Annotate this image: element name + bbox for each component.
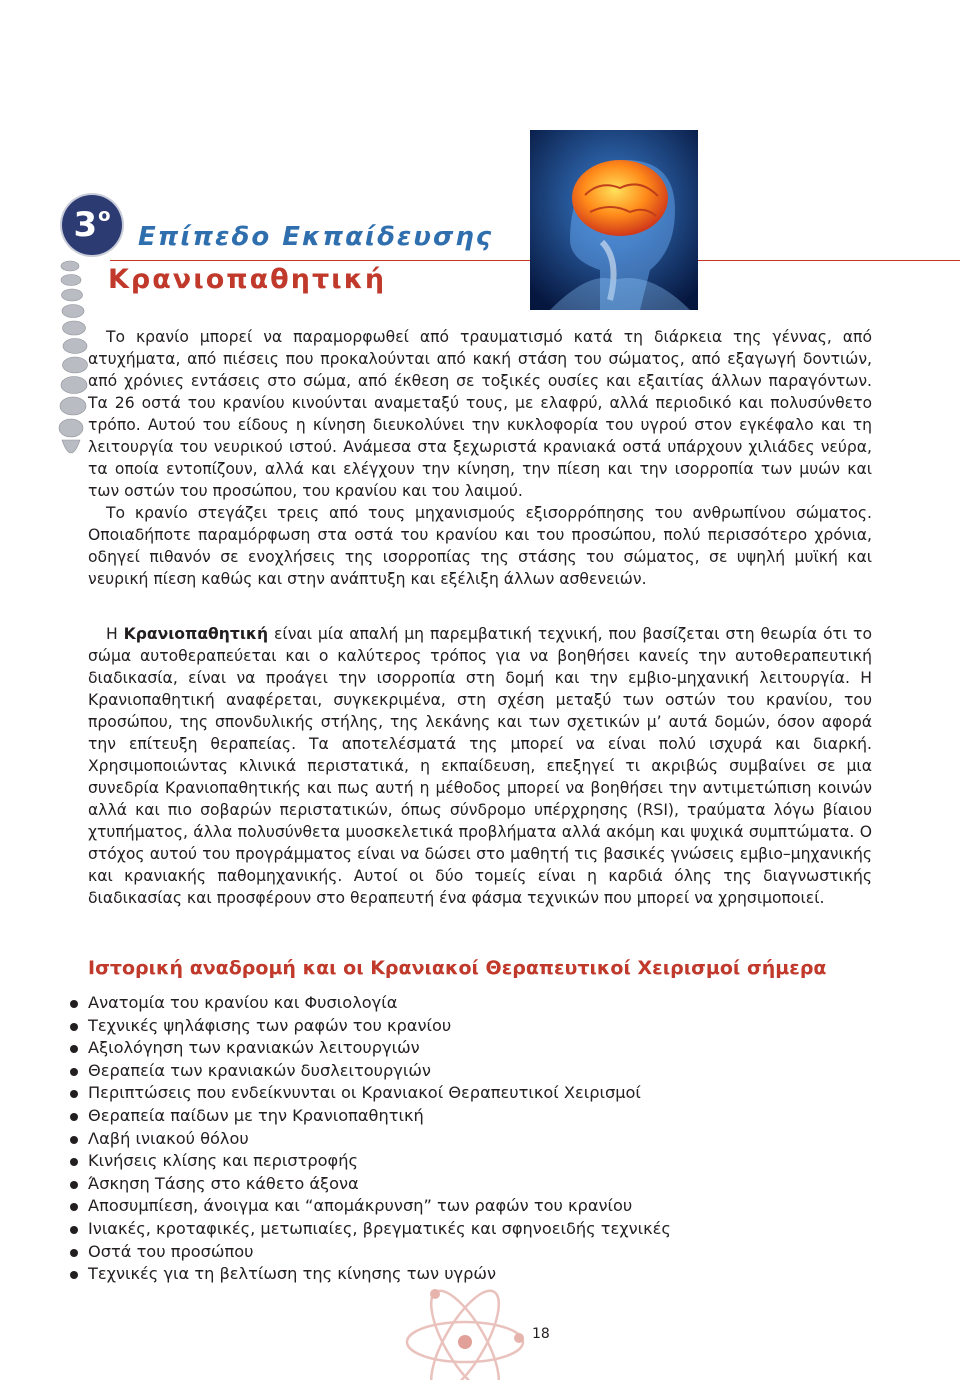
body-rest: είναι μία απαλή μη παρεμβατική τεχνική, που βασίζεται στη θεωρία ότι το σώμα αυτοθεραπεύεται και ο καλύτερος τρόπος για να βοηθήσει κανείς την αυτοθεραπευτική διαδικασία, είναι να προάγει την ισορροπία στη δομή και την εμβιο-μηχανική λειτουργία. Η Κρανιοπαθητική αναφέρεται, συγκεκριμένα, στη σχέση μεταξύ των οστών του κρανίου, του προσώπου, της σπονδυλικής στήλης, της λεκάνης και των σχετικών μ’ αυτά δομών, όσον αφορά την επίτευξη θεραπείας. Τα αποτελέσματά της μπορεί να είναι πολύ ισχυρά και διαρκή. Χρησιμοποιώντας κλινικά περιστατικά, η εκπαίδευση, επεξηγεί τι ακριβώς συμβαίνει σε μια συνεδρία Κρανιοπαθητικής και πως αυτή η μέθοδος μπορεί να βοηθήσει την αντιμετώπιση κοινών αλλά και πιο σοβαρών περιστατικών, όπως σύνδρομο υπέρχρησης (RSI), τραύματα λόγω βίαιου χτυπήματος, άλλα πολυσύνθετα μυοσκελετικά προβλήματα αλλά ακόμη και ψυχικά συμπτώματα. Ο στόχος αυτού του προγράμματος είναι να δώσει στο μαθητή τις βασικές γνώσεις εμβιο–μηχανικής και κρανιακής παθομηχανικής. Αυτοί οι δύο τομείς είναι η καρδιά όλης της διαγνωστικής διαδικασίας και προσφέρουν στο θεραπευτή ένα φάσμα τεχνικών που μπορεί να χρησιμοποιεί.	[88, 625, 872, 907]
badge-suffix: ο	[98, 204, 111, 226]
list-item: Τεχνικές ψηλάφισης των ραφών του κρανίου	[70, 1015, 671, 1038]
badge-number: 3	[73, 205, 98, 245]
topics-list	[70, 992, 671, 1286]
intro-paragraph-2: Το κρανίο στεγάζει τρεις από τους μηχανισμούς εξισορρόπησης του ανθρωπίνου σώματος. Οποιαδήποτε παραμόρφωση στα οστά του κρανίου και του προσώπου, πολύ περισσότερο χρόνια, οδηγεί πιθανόν σε ενοχλήσεις της ισορροπίας της στάσης του σώματος, σε υψηλή μυϊκή και νευρική πίεση καθώς και στην ανάπτυξη και εξέλιξη άλλων ασθενειών.	[88, 504, 872, 588]
bullet-icon	[70, 1113, 78, 1121]
body-bold-term: Κρανιοπαθητική	[123, 625, 269, 643]
bullet-icon	[70, 1226, 78, 1234]
intro-text	[88, 326, 872, 590]
atom-watermark-icon	[395, 1262, 535, 1380]
list-item: Αποσυμπίεση, άνοιγμα και “απομάκρυνση” των ραφών του κρανίου	[70, 1195, 671, 1218]
list-item: Αξιολόγηση των κρανιακών λειτουργιών	[70, 1037, 671, 1060]
body-text	[88, 623, 872, 909]
bullet-icon	[70, 1045, 78, 1053]
bullet-icon	[70, 1158, 78, 1166]
list-item: Ινιακές, κροταφικές, μετωπιαίες, βρεγματικές και σφηνοειδής τεχνικές	[70, 1218, 671, 1241]
section-heading: Ιστορική αναδρομή και οι Κρανιακοί Θεραπευτικοί Χειρισμοί σήμερα	[88, 957, 827, 979]
list-item: Κινήσεις κλίσης και περιστροφής	[70, 1150, 671, 1173]
list-item: Λαβή ινιακού θόλου	[70, 1128, 671, 1151]
list-item: Θεραπεία των κρανιακών δυσλειτουργιών	[70, 1060, 671, 1083]
level-title: Επίπεδο Εκπαίδευσης	[138, 222, 494, 252]
level-badge	[62, 195, 122, 255]
bullet-icon	[70, 1203, 78, 1211]
spine-illustration	[52, 258, 92, 468]
bullet-icon	[70, 1136, 78, 1144]
page-number: 18	[532, 1326, 550, 1342]
brain-xray-image	[530, 130, 698, 310]
list-item: Ανατομία του κρανίου και Φυσιολογία	[70, 992, 671, 1015]
bullet-icon	[70, 1023, 78, 1031]
bullet-icon	[70, 1249, 78, 1257]
list-item: Τεχνικές για τη βελτίωση της κίνησης των υγρών	[70, 1263, 671, 1286]
course-title: Κρανιοπαθητική	[108, 264, 387, 295]
body-lead: Η	[106, 625, 124, 643]
bullet-icon	[70, 1271, 78, 1279]
list-item: Άσκηση Τάσης στο κάθετο άξονα	[70, 1173, 671, 1196]
list-item: Οστά του προσώπου	[70, 1241, 671, 1264]
list-item: Θεραπεία παίδων με την Κρανιοπαθητική	[70, 1105, 671, 1128]
bullet-icon	[70, 1000, 78, 1008]
bullet-icon	[70, 1090, 78, 1098]
bullet-icon	[70, 1181, 78, 1189]
body-paragraph	[88, 623, 872, 909]
list-item: Περιπτώσεις που ενδείκνυνται οι Κρανιακοί Θεραπευτικοί Χειρισμοί	[70, 1082, 671, 1105]
intro-paragraph-1: Το κρανίο μπορεί να παραμορφωθεί από τραυματισμό κατά τη διάρκεια της γέννας, από ατυχήματα, από πιέσεις που προκαλούνται από κακή στάση του σώματος, από εξαγωγή δοντιών, από χρόνιες εντάσεις στο σώμα, από έκθεση σε τοξικές ουσίες και εξαιτίας άλλων παραγόντων. Τα 26 οστά του κρανίου κινούνται αναμεταξύ τους, με ελαφρύ, αλλά περιοδικό και πολυσύνθετο τρόπο. Αυτού του είδους η κίνηση διευκολύνει την κυκλοφορία του υγρού στον εγκέφαλο και τη λειτουργία του νευρικού ιστού. Ανάμεσα στα ξεχωριστά κρανιακά οστά υπάρχουν χιλιάδες νεύρα, τα οποία εντοπίζουν, αλλά και ελέγχουν την κίνηση, την πίεση και την ισορροπία των μυών και των οστών του προσώπου, του κρανίου και του λαιμού.	[88, 328, 872, 500]
bullet-icon	[70, 1068, 78, 1076]
